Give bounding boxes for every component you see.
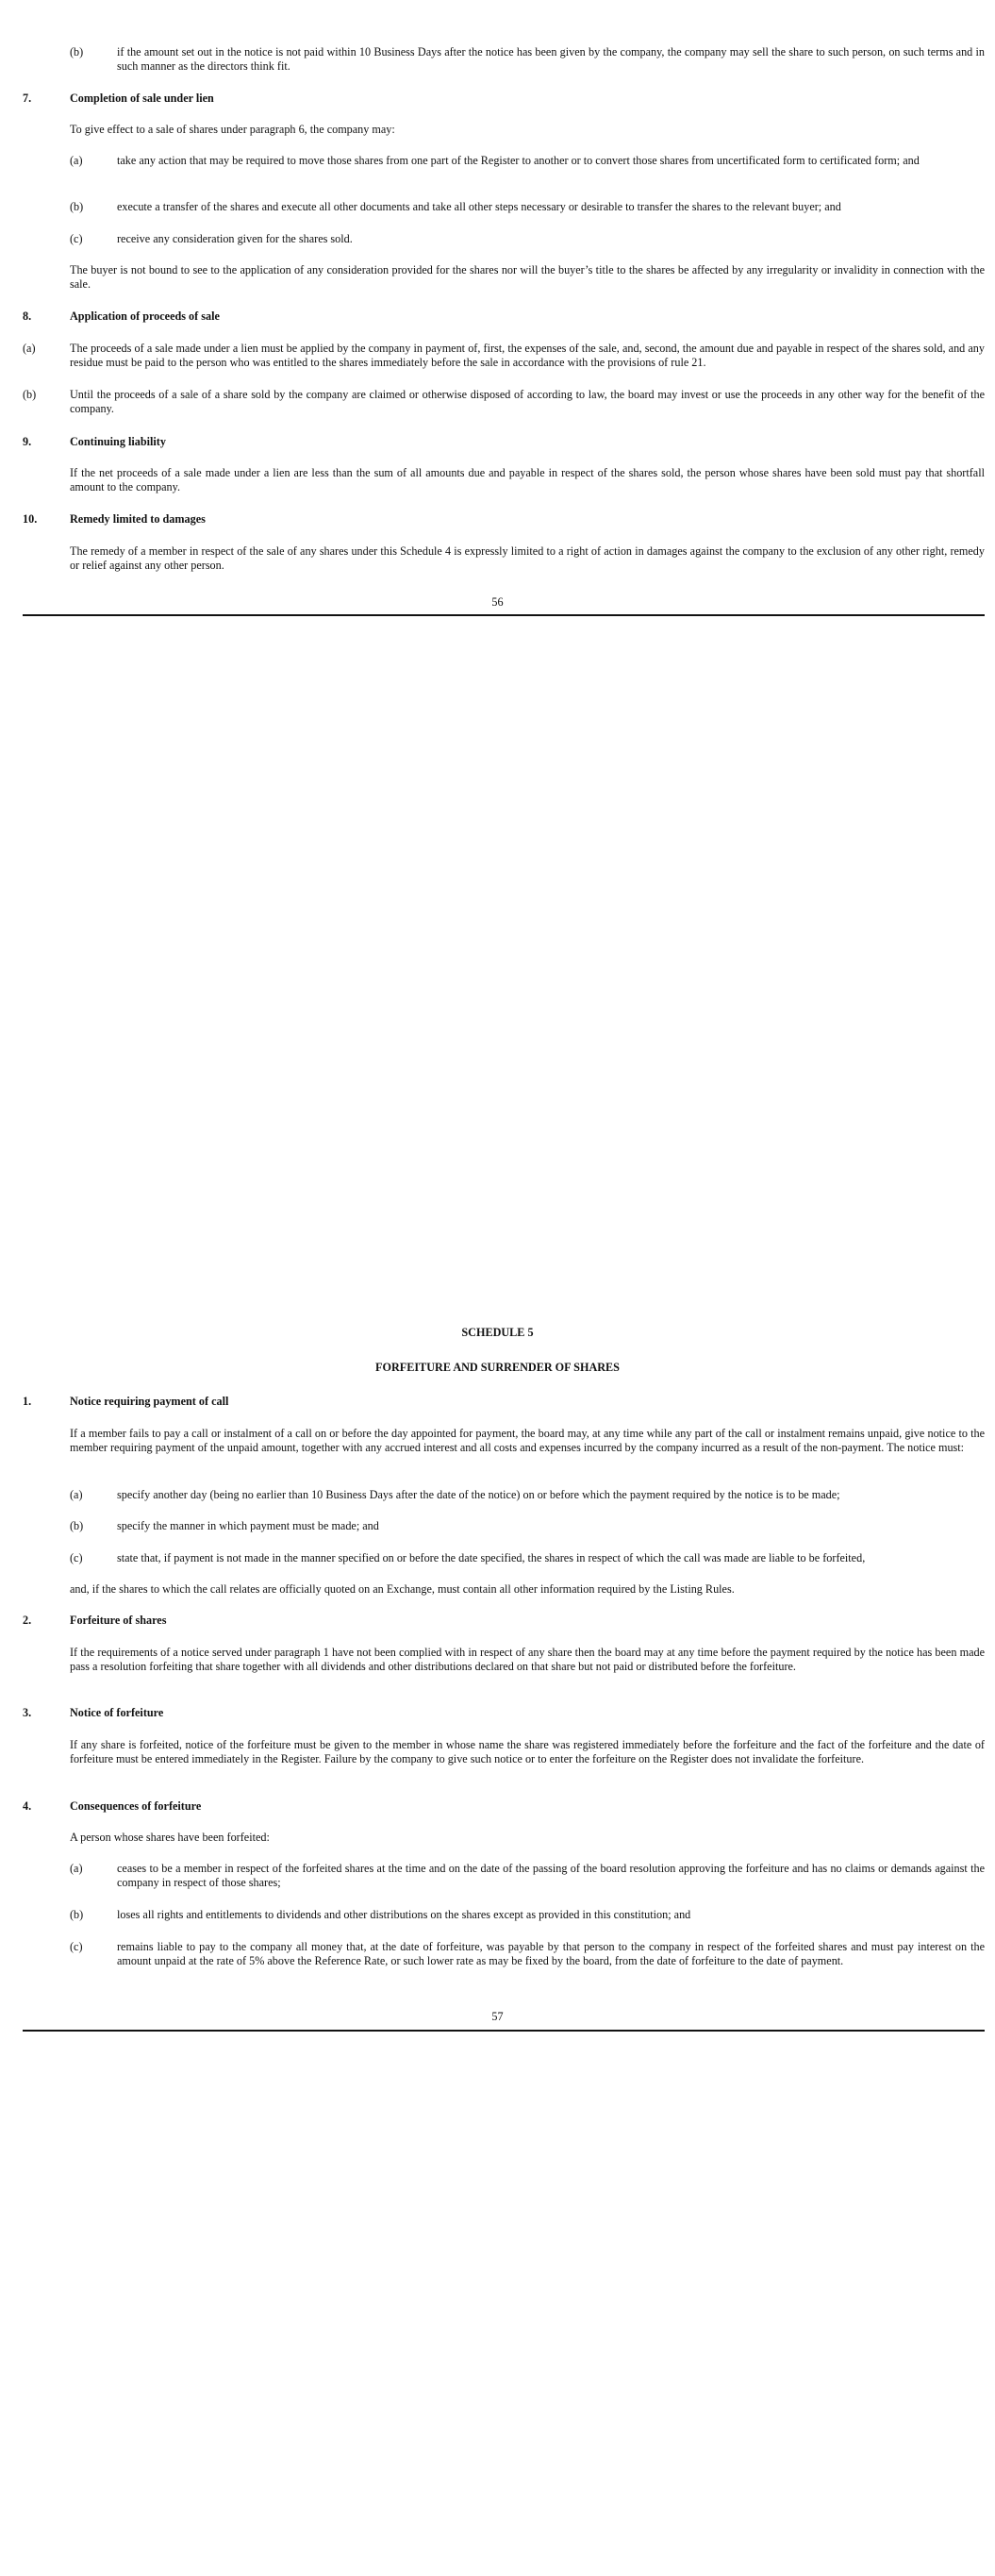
page-divider bbox=[23, 614, 985, 616]
section-text: If any share is forfeited, notice of the forfeiture must be given to the member in whose name the share was registered immediately before the forfeiture and the fact of the forfeiture and the date of forfeiture must be entered immediately in the Register. Failure by the company to give such notice or to enter the forfeiture on the Register does not invalidate the forfeiture. bbox=[70, 1738, 985, 1765]
item-text: remains liable to pay to the company all money that, at the date of forfeiture, was payable by that person to the company in respect of the forfeited shares and must pay interest on the amount unpaid at the rate of 5% above the Reference Rate, or such lower rate as may be fixed by the board, from the date of forfeiture to the date of payment. bbox=[117, 1940, 985, 1967]
section-text: The remedy of a member in respect of the sale of any shares under this Schedule 4 is expressly limited to a right of action in damages against the company to the exclusion of any other right, remedy or relief against any other person. bbox=[70, 544, 985, 572]
section-number: 7. bbox=[23, 92, 32, 105]
section-closing: The buyer is not bound to see to the application of any consideration provided for the shares nor will the buyer’s title to the shares be affected by any irregularity or invalidity in connection with the sale. bbox=[70, 263, 985, 291]
page-number: 57 bbox=[491, 2010, 504, 2023]
section-number: 1. bbox=[23, 1395, 32, 1408]
item-label: (c) bbox=[70, 1551, 83, 1564]
item-text: loses all rights and entitlements to dividends and other distributions on the shares except as provided in this constitution; and bbox=[117, 1908, 691, 1921]
item-label: (b) bbox=[70, 1908, 84, 1921]
section-text: If the requirements of a notice served under paragraph 1 have not been complied with in respect of any share then the board may at any time before the payment required by the notice has been made pass a resolution forfeiting that share together with all dividends and other distributions declared on that share but not paid or distributed before the forfeiture. bbox=[70, 1646, 985, 1673]
section-heading: Application of proceeds of sale bbox=[70, 309, 220, 323]
section-number: 10. bbox=[23, 512, 38, 526]
item-text: The proceeds of a sale made under a lien must be applied by the company in payment of, first, the expenses of the sale, and, second, the amount due and payable in respect of the shares sold, and any residue must be paid to the person who was entitled to the shares immediately before the sale in accordance with the provisions of rule 21. bbox=[70, 342, 985, 369]
item-text: receive any consideration given for the shares sold. bbox=[117, 232, 353, 245]
item-label: (a) bbox=[70, 1488, 83, 1501]
item-text: state that, if payment is not made in the manner specified on or before the date specified, the shares in respect of which the call was made are liable to be forfeited, bbox=[117, 1551, 866, 1564]
paragraph-6b-text: if the amount set out in the notice is not paid within 10 Business Days after the notice has been given by the company, the company may sell the share to such person, on such terms and in such manner as the directors think fit. bbox=[117, 45, 985, 73]
item-label: (b) bbox=[70, 45, 84, 59]
item-text: Until the proceeds of a sale of a share sold by the company are claimed or otherwise disposed of according to law, the board may invest or use the proceeds in any other way for the benefit of the company. bbox=[70, 388, 985, 415]
document-page-56 bbox=[0, 0, 995, 679]
section-text: If the net proceeds of a sale made under a lien are less than the sum of all amounts due and payable in respect of the shares sold, the person whose shares have been sold must pay that shortfall amount to the company. bbox=[70, 466, 985, 493]
page-divider bbox=[23, 2030, 985, 2032]
section-intro: To give effect to a sale of shares under paragraph 6, the company may: bbox=[70, 123, 395, 136]
section-closing: and, if the shares to which the call relates are officially quoted on an Exchange, must contain all other information required by the Listing Rules. bbox=[70, 1582, 735, 1596]
item-label: (b) bbox=[23, 388, 37, 401]
schedule-number: SCHEDULE 5 bbox=[461, 1326, 534, 1339]
item-text: specify another day (being no earlier than 10 Business Days after the date of the notice) on or before which the payment required by the notice is to be made; bbox=[117, 1488, 840, 1501]
schedule-title: FORFEITURE AND SURRENDER OF SHARES bbox=[375, 1361, 620, 1374]
page-number: 56 bbox=[491, 595, 504, 609]
document-page-57 bbox=[0, 1326, 995, 2118]
section-number: 9. bbox=[23, 435, 32, 448]
section-heading: Completion of sale under lien bbox=[70, 92, 214, 105]
section-heading: Forfeiture of shares bbox=[70, 1614, 167, 1627]
item-label: (b) bbox=[70, 200, 84, 213]
section-heading: Continuing liability bbox=[70, 435, 166, 448]
section-intro: If a member fails to pay a call or instalment of a call on or before the day appointed for payment, the board may, at any time while any part of the call or instalment remains unpaid, give notice to the member requiring payment of the unpaid amount, together with any accrued interest and all costs and expenses incurred by the company incurred as a result of the non-payment. The notice must: bbox=[70, 1427, 985, 1454]
section-number: 8. bbox=[23, 309, 32, 323]
item-label: (b) bbox=[70, 1519, 84, 1532]
section-number: 4. bbox=[23, 1799, 32, 1813]
section-number: 2. bbox=[23, 1614, 32, 1627]
item-text: execute a transfer of the shares and execute all other documents and take all other steps necessary or desirable to transfer the shares to the relevant buyer; and bbox=[117, 200, 841, 213]
section-heading: Notice requiring payment of call bbox=[70, 1395, 229, 1408]
item-label: (c) bbox=[70, 232, 83, 245]
section-number: 3. bbox=[23, 1706, 32, 1719]
item-text: take any action that may be required to move those shares from one part of the Register to another or to convert those shares from uncertificated form to certificated form; and bbox=[117, 154, 920, 167]
item-label: (c) bbox=[70, 1940, 83, 1953]
item-text: ceases to be a member in respect of the forfeited shares at the time and on the date of the passing of the board resolution approving the forfeiture and has no claims or demands against the company in respect of those shares; bbox=[117, 1862, 985, 1889]
section-heading: Notice of forfeiture bbox=[70, 1706, 164, 1719]
section-heading: Consequences of forfeiture bbox=[70, 1799, 202, 1813]
section-heading: Remedy limited to damages bbox=[70, 512, 206, 526]
item-label: (a) bbox=[70, 154, 83, 167]
section-intro: A person whose shares have been forfeited: bbox=[70, 1831, 270, 1844]
item-text: specify the manner in which payment must be made; and bbox=[117, 1519, 379, 1532]
item-label: (a) bbox=[23, 342, 36, 355]
item-label: (a) bbox=[70, 1862, 83, 1875]
